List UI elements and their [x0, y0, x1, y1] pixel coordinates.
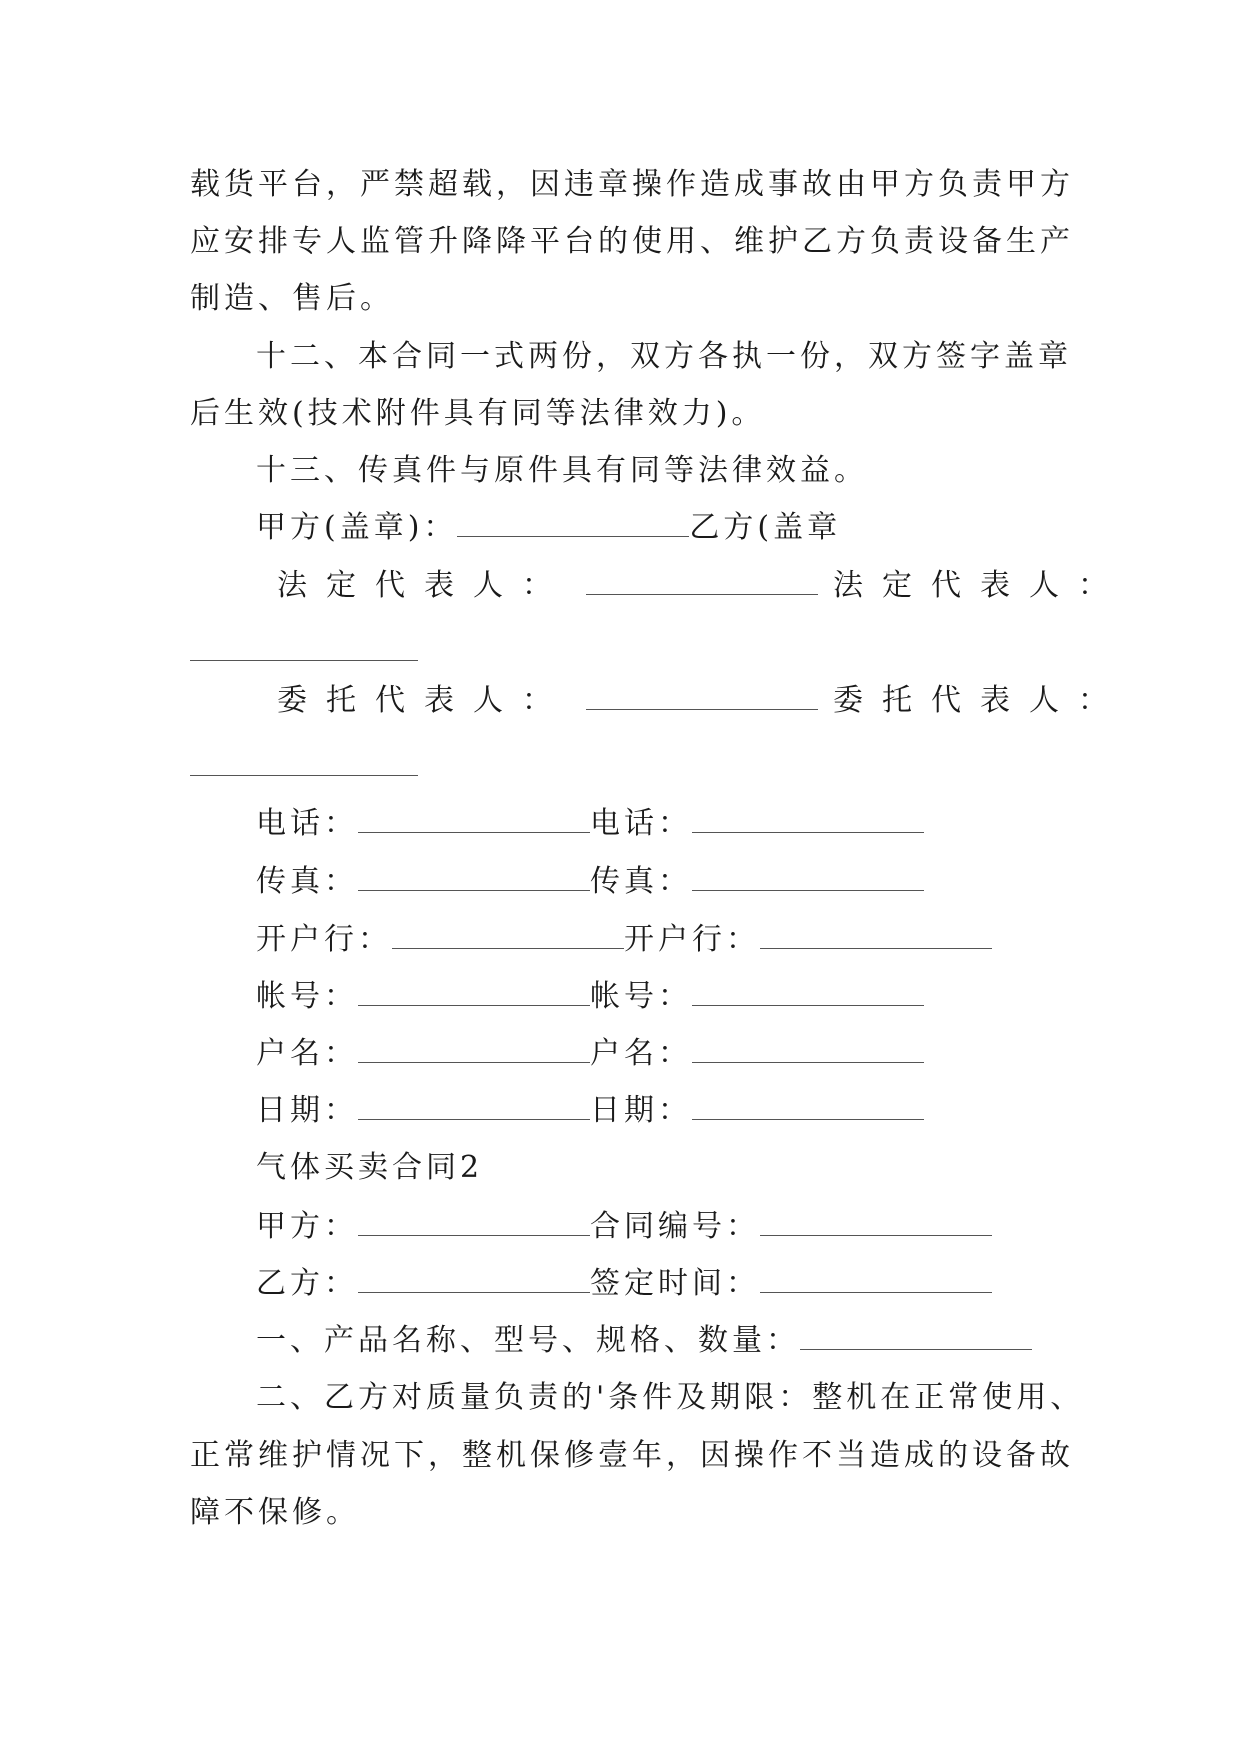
legal-rep-label-a: 法定代表人： [277, 568, 571, 603]
bank-line [256, 920, 992, 960]
party-b-seal-label: 乙方(盖章 [689, 510, 842, 545]
entrusted-rep-blank-b [190, 775, 418, 776]
account-name-blank-a [358, 1034, 590, 1063]
legal-rep-blank-b [190, 660, 418, 661]
party-b-blank [358, 1264, 590, 1293]
entrusted-rep-label-b: 委托代表人： [833, 683, 1127, 718]
paragraph-line: 制造、售后。 [190, 281, 394, 316]
party-b-label: 乙方： [256, 1266, 358, 1301]
sign-time-blank [760, 1264, 992, 1293]
clause-2-line: 正常维护情况下，整机保修壹年，因操作不当造成的设备故 [190, 1438, 1074, 1473]
bank-blank-a [392, 920, 624, 949]
legal-rep-blank-a [586, 566, 818, 595]
date-label-a: 日期： [256, 1093, 358, 1128]
party-b-line [256, 1264, 992, 1304]
paragraph-line: 载货平台，严禁超载，因违章操作造成事故由甲方负责甲方 [190, 167, 1074, 202]
contract-no-label: 合同编号： [590, 1209, 760, 1244]
legal-rep-line [277, 566, 1127, 606]
sign-time-label: 签定时间： [590, 1266, 760, 1301]
account-name-blank-b [692, 1034, 924, 1063]
account-name-line [256, 1034, 924, 1074]
fax-blank-a [358, 862, 590, 891]
phone-blank-a [358, 804, 590, 833]
phone-label-b: 电话： [590, 806, 692, 841]
clause-2-line: 二、乙方对质量负责的'条件及期限：整机在正常使用、 [256, 1380, 1085, 1415]
clause-2-line: 障不保修。 [190, 1495, 360, 1530]
contract-2-title: 气体买卖合同2 [256, 1150, 484, 1185]
party-a-seal-label: 甲方(盖章)： [256, 510, 458, 545]
bank-label-b: 开户行： [624, 922, 760, 957]
bank-label-a: 开户行： [256, 922, 392, 957]
fax-line [256, 862, 924, 902]
account-line [256, 977, 924, 1017]
account-label-b: 帐号： [590, 979, 692, 1014]
bank-blank-b [760, 920, 992, 949]
entrusted-rep-blank-a [586, 681, 818, 710]
clause-12-line: 十二、本合同一式两份，双方各执一份，双方签字盖章 [256, 339, 1072, 374]
account-name-label-a: 户名： [256, 1036, 358, 1071]
contract-no-blank [760, 1207, 992, 1236]
phone-label-a: 电话： [256, 806, 358, 841]
fax-label-b: 传真： [590, 864, 692, 899]
clause-13: 十三、传真件与原件具有同等法律效益。 [256, 453, 868, 488]
date-line [256, 1091, 924, 1131]
date-blank-a [358, 1091, 590, 1120]
account-name-label-b: 户名： [590, 1036, 692, 1071]
fax-blank-b [692, 862, 924, 891]
clause-12-line: 后生效(技术附件具有同等法律效力)。 [190, 396, 766, 431]
account-blank-a [358, 977, 590, 1006]
party-a-blank [358, 1207, 590, 1236]
entrusted-rep-line [277, 681, 1127, 721]
paragraph-line: 应安排专人监管升降降平台的使用、维护乙方负责设备生产 [190, 224, 1074, 259]
party-a-line [256, 1207, 992, 1247]
phone-line [256, 804, 924, 844]
clause-1-text: 一、产品名称、型号、规格、数量： [256, 1323, 800, 1358]
date-blank-b [692, 1091, 924, 1120]
account-label-a: 帐号： [256, 979, 358, 1014]
fax-label-a: 传真： [256, 864, 358, 899]
legal-rep-label-b: 法定代表人： [833, 568, 1127, 603]
seal-line [256, 508, 841, 548]
phone-blank-b [692, 804, 924, 833]
entrusted-rep-label-a: 委托代表人： [277, 683, 571, 718]
party-a-seal-blank [457, 508, 689, 537]
clause-1-line [256, 1321, 1032, 1361]
date-label-b: 日期： [590, 1093, 692, 1128]
clause-1-blank [800, 1321, 1032, 1350]
party-a-label: 甲方： [256, 1209, 358, 1244]
account-blank-b [692, 977, 924, 1006]
